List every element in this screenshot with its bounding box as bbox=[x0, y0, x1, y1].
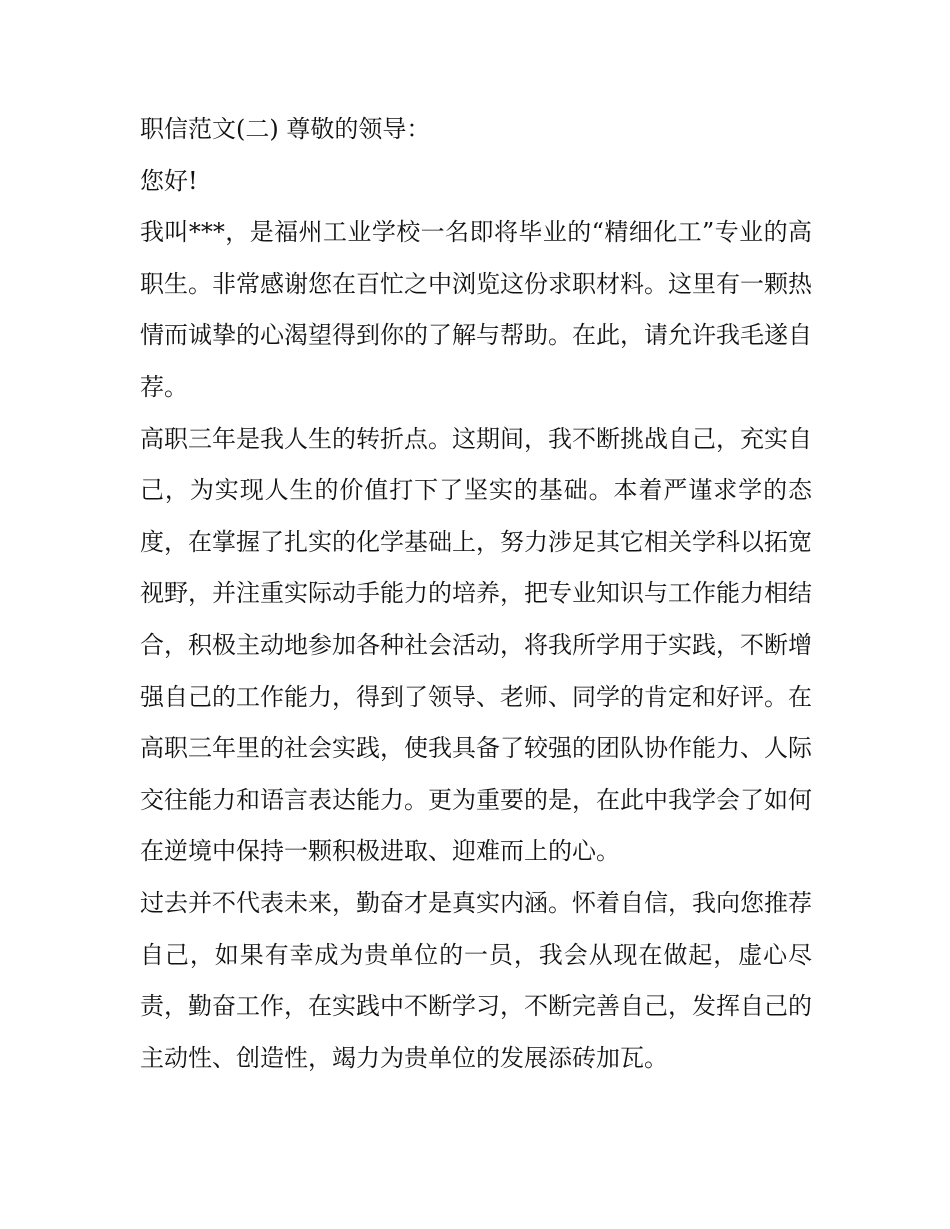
letter-paragraph-intro: 我叫***，是福州工业学校一名即将毕业的“精细化工”专业的高职生。非常感谢您在百忙之中浏览这份求职材料。这里有一颗热情而诚挚的心渴望得到你的了解与帮助。在此，请允许我毛遂自荐。 bbox=[140, 218, 812, 401]
letter-heading: 职信范文(二) 尊敬的领导： bbox=[140, 115, 431, 143]
letter-paragraph-experience: 高职三年是我人生的转折点。这期间，我不断挑战自己，充实自己，为实现人生的价值打下了坚实的基础。本着严谨求学的态度，在掌握了扎实的化学基础上，努力涉足其它相关学科以拓宽视野，并注重实际动手能力的培养，把专业知识与工作能力相结合，积极主动地参加各种社会活动，将我所学用于实践，不断增强自己的工作能力，得到了领导、老师、同学的肯定和好评。在高职三年里的社会实践，使我具备了较强的团队协作能力、人际交往能力和语言表达能力。更为重要的是，在此中我学会了如何在逆境中保持一颗积极进取、迎难而上的心。 bbox=[140, 424, 812, 866]
letter-page bbox=[140, 104, 812, 1084]
letter-greeting: 您好! bbox=[140, 166, 198, 195]
letter-paragraph-closing: 过去并不代表未来，勤奋才是真实内涵。怀着自信，我向您推荐自己，如果有幸成为贵单位的一员，我会从现在做起，虚心尽责，勤奋工作，在实践中不断学习，不断完善自己，发挥自己的主动性、创造性，竭力为贵单位的发展添砖加瓦。 bbox=[140, 888, 812, 1072]
